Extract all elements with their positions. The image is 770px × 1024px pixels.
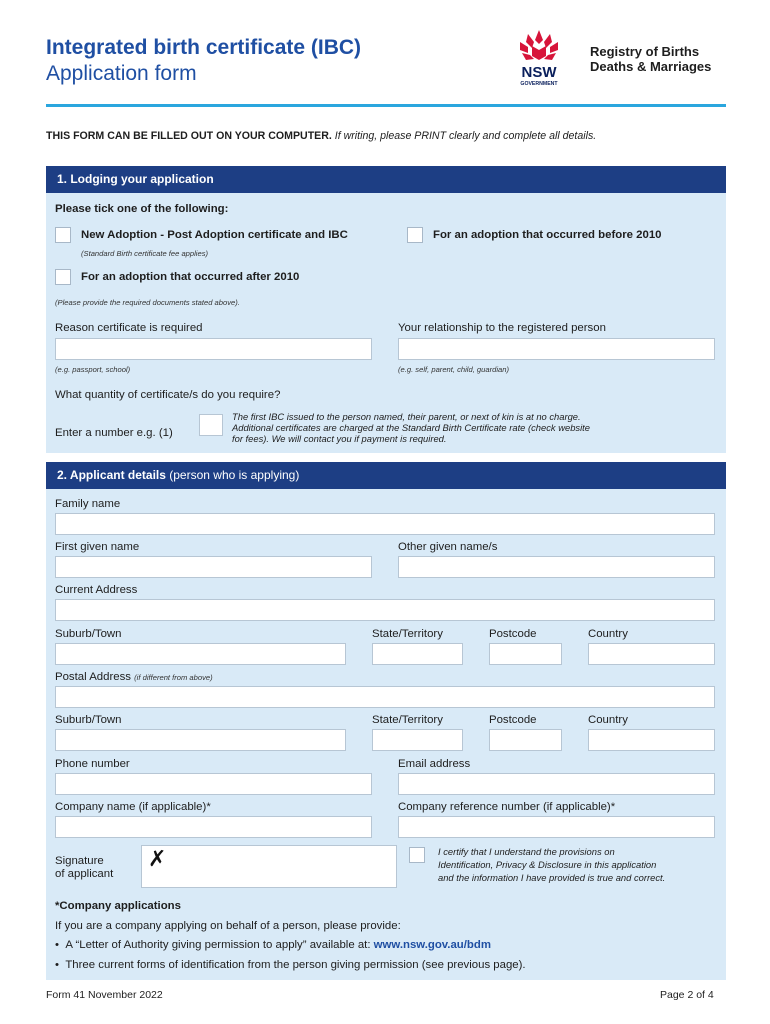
- section-1-heading: 1. Lodging your application: [46, 166, 726, 193]
- relationship-input[interactable]: [398, 338, 715, 360]
- registry-line-2: Deaths & Marriages: [590, 59, 712, 74]
- quantity-note-line-1: The first IBC issued to the person named, their parent, or next of kin is at no charge.: [232, 411, 581, 422]
- certify-line-3: and the information I have provided is true and correct.: [438, 872, 666, 883]
- section-2-title-note: (person who is applying): [165, 468, 300, 482]
- postal-state-label: State/Territory: [372, 714, 443, 726]
- postal-address-note: (if different from above): [134, 673, 213, 682]
- postal-address-input[interactable]: [55, 686, 715, 708]
- waratah-icon: [512, 28, 566, 88]
- section-2-heading: [46, 462, 726, 489]
- email-label: Email address: [398, 758, 471, 770]
- company-bullet-letter: [55, 939, 491, 951]
- quantity-label: Enter a number e.g. (1): [55, 427, 173, 439]
- family-name-label: Family name: [55, 498, 121, 510]
- family-name-input[interactable]: [55, 513, 715, 535]
- country-input[interactable]: [588, 643, 715, 665]
- postcode-label: Postcode: [489, 628, 537, 640]
- email-input[interactable]: [398, 773, 715, 795]
- signature-label: [55, 855, 113, 881]
- state-input[interactable]: [372, 643, 463, 665]
- signature-cross-mark: ✗: [148, 846, 167, 871]
- company-name-label: Company name (if applicable)*: [55, 801, 211, 813]
- reason-label: Reason certificate is required: [55, 322, 203, 334]
- reason-hint: (e.g. passport, school): [55, 365, 131, 374]
- suburb-input[interactable]: [55, 643, 346, 665]
- suburb-label: Suburb/Town: [55, 628, 122, 640]
- current-address-label: Current Address: [55, 584, 138, 596]
- registry-name: [590, 44, 711, 74]
- page-number: Page 2 of 4: [660, 989, 714, 1001]
- bullet-dot-icon: •: [55, 959, 66, 971]
- logo-text: NSW: [521, 64, 557, 81]
- state-label: State/Territory: [372, 628, 443, 640]
- phone-input[interactable]: [55, 773, 372, 795]
- postal-suburb-input[interactable]: [55, 729, 346, 751]
- reason-input[interactable]: [55, 338, 372, 360]
- quantity-input[interactable]: [199, 414, 223, 436]
- postcode-input[interactable]: [489, 643, 562, 665]
- section-2-title: 2. Applicant details: [57, 468, 166, 482]
- first-given-name-label: First given name: [55, 541, 140, 553]
- signature-label-line-2: of applicant: [55, 868, 114, 880]
- certify-checkbox[interactable]: [409, 847, 425, 863]
- certify-text: [438, 845, 718, 884]
- before-2010-label: For an adoption that occurred before 2010: [433, 229, 662, 241]
- other-given-names-label: Other given name/s: [398, 541, 498, 553]
- signature-field[interactable]: [141, 845, 397, 888]
- quantity-note-line-3: for fees). We will contact you if payment is required.: [232, 433, 447, 444]
- after-2010-label: For an adoption that occurred after 2010: [81, 271, 300, 283]
- header-divider: [46, 104, 726, 107]
- company-applications-intro: If you are a company applying on behalf of a person, please provide:: [55, 920, 401, 932]
- company-ref-label: Company reference number (if applicable)*: [398, 801, 616, 813]
- instructions: [46, 130, 596, 142]
- new-adoption-checkbox[interactable]: [55, 227, 71, 243]
- postal-address-text: Postal Address: [55, 671, 131, 683]
- new-adoption-label: New Adoption - Post Adoption certificate and IBC: [81, 229, 348, 241]
- form-subtitle: Application form: [46, 62, 197, 85]
- certify-line-2: Identification, Privacy & Disclosure in this application: [438, 859, 657, 870]
- quantity-note-line-2: Additional certificates are charged at the Standard Birth Certificate rate (check website: [232, 422, 590, 433]
- phone-label: Phone number: [55, 758, 130, 770]
- bullet-1-text: A “Letter of Authority giving permission to apply” available at:: [65, 939, 374, 951]
- company-ref-input[interactable]: [398, 816, 715, 838]
- after-2010-checkbox[interactable]: [55, 269, 71, 285]
- quantity-note: [232, 411, 712, 444]
- tick-prompt: Please tick one of the following:: [55, 203, 229, 215]
- logo-subtext: GOVERNMENT: [520, 81, 558, 87]
- form-id: Form 41 November 2022: [46, 989, 163, 1001]
- first-given-name-input[interactable]: [55, 556, 372, 578]
- current-address-input[interactable]: [55, 599, 715, 621]
- country-label: Country: [588, 628, 628, 640]
- before-2010-checkbox[interactable]: [407, 227, 423, 243]
- company-bullet-identification: [55, 959, 526, 971]
- postal-country-label: Country: [588, 714, 628, 726]
- documents-note: (Please provide the required documents stated above).: [55, 298, 240, 307]
- instructions-bold: THIS FORM CAN BE FILLED OUT ON YOUR COMPUTER.: [46, 130, 332, 142]
- new-adoption-note: (Standard Birth certificate fee applies): [81, 249, 209, 258]
- bullet-2-text: Three current forms of identification from the person giving permission (see previous page).: [65, 959, 526, 971]
- signature-label-line-1: Signature: [55, 855, 104, 867]
- postal-postcode-input[interactable]: [489, 729, 562, 751]
- certify-line-1: I certify that I understand the provisions on: [438, 846, 615, 857]
- instructions-italic: If writing, please PRINT clearly and complete all details.: [331, 130, 597, 142]
- nsw-government-logo: [512, 28, 566, 88]
- registry-line-1: Registry of Births: [590, 44, 700, 59]
- quantity-question: What quantity of certificate/s do you require?: [55, 389, 281, 401]
- postal-postcode-label: Postcode: [489, 714, 537, 726]
- postal-suburb-label: Suburb/Town: [55, 714, 122, 726]
- postal-state-input[interactable]: [372, 729, 463, 751]
- form-title: Integrated birth certificate (IBC): [46, 36, 362, 59]
- company-name-input[interactable]: [55, 816, 372, 838]
- other-given-names-input[interactable]: [398, 556, 715, 578]
- postal-country-input[interactable]: [588, 729, 715, 751]
- postal-address-label: [55, 671, 213, 683]
- bdm-website-link[interactable]: www.nsw.gov.au/bdm: [373, 939, 491, 951]
- relationship-hint: (e.g. self, parent, child, guardian): [398, 365, 510, 374]
- bullet-dot-icon: •: [55, 939, 66, 951]
- relationship-label: Your relationship to the registered person: [398, 322, 606, 334]
- company-applications-heading: *Company applications: [55, 900, 181, 912]
